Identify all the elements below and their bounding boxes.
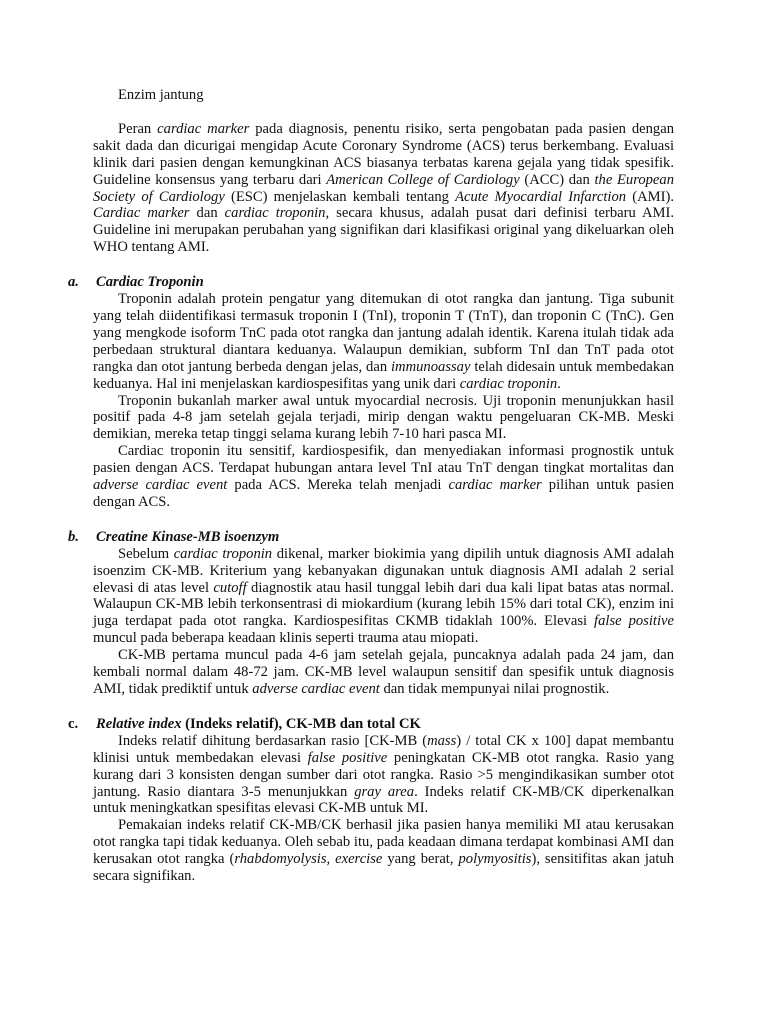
- section-relative-index: [68, 715, 675, 885]
- section-title: [93, 716, 421, 732]
- italic-term: cutoff: [213, 579, 247, 596]
- spacer: [93, 511, 674, 529]
- section-title: [93, 529, 279, 545]
- italic-term: cardiac troponin: [224, 205, 326, 222]
- italic-term: cardiac marker: [157, 120, 250, 137]
- italic-term: false positive: [594, 613, 674, 630]
- paragraph: Troponin bukanlah marker awal untuk myocardial necrosis. Uji troponin menunjukkan hasil positif pada 4-8 jam setelah gejala terjadi, mirip dengan waktu pengeluaran CK-MB. Meski demikian, mereka tetap tinggi selama kurang lebih 7-10 hari pasca MI.: [93, 392, 674, 443]
- spacer: [93, 104, 674, 121]
- italic-term: the European Society of Cardiology: [93, 171, 674, 205]
- paragraph: Troponin adalah protein pengatur yang ditemukan di otot rangka dan jantung. Tiga subunit yang telah diidentifikasi termasuk troponin I (TnI), troponin T (TnT), dan troponin C (TnC). Gen yang mengkode isoform TnC pada otot rangka dan jantung adalah identik. Karena itulah tidak ada perbedaan struktural diantara keduanya. Walaupun demikian, subform TnI dan TnT pada otot rangka dan otot jantung berbeda dengan jelas, dan immunoassay telah didesain untuk membedakan keduanya. Hal ini menjelaskan kardiospesifitas yang unik dari cardiac troponin.: [93, 291, 674, 392]
- italic-term: rhabdomyolysis, exercise: [234, 851, 383, 868]
- italic-term: Acute Myocardial Infarction: [455, 188, 627, 205]
- section-creatine-kinase: [68, 528, 675, 698]
- bold-italic-term: Creatine Kinase-MB isoenzym: [96, 528, 280, 545]
- italic-term: cardiac marker: [448, 477, 542, 494]
- italic-term: American College of Cardiology: [326, 171, 520, 188]
- section-heading: [68, 715, 674, 733]
- italic-term: mass: [427, 732, 457, 749]
- document-title: Enzim jantung: [118, 87, 204, 103]
- paragraph: Pemakaian indeks relatif CK-MB/CK berhasil jika pasien hanya memiliki MI atau kerusakan otot rangka tapi tidak keduanya. Oleh sebab itu, pada keadaan dimana terdapat kombinasi AMI dan kerusakan otot rangka (rhabdomyolysis, exercise yang berat, polymyositis), sensitifitas akan jatuh secara signifikan.: [93, 817, 675, 885]
- intro-paragraph: Peran cardiac marker pada diagnosis, penentu risiko, serta pengobatan pada pasien dengan sakit dada dan dicurigai mengidap Acute Coronary Syndrome (ACS) terus berkembang. Evaluasi klinik dari pasien dengan kemungkinan ACS biasanya terbatas karena gejala yang tidak spesifik. Guideline konsensus yang terbaru dari American College of Cardiology (ACC) dan the European Society of Cardiology (ESC) menjelaskan kembali tentang Acute Myocardial Infarction (AMI). Cardiac marker dan cardiac troponin, secara khusus, adalah pusat dari definisi terbaru AMI. Guideline ini merupakan perubahan yang signifikan dari klasifikasi original yang dikeluarkan oleh WHO tentang AMI.: [93, 120, 675, 256]
- paragraph: CK-MB pertama muncul pada 4-6 jam setelah gejala, puncaknya adalah pada 24 jam, dan kembali normal dalam 48-72 jam. CK-MB level walaupun sensitif dan spesifik untuk diagnosis AMI, tidak prediktif untuk adverse cardiac event dan tidak mempunyai nilai prognostik.: [93, 647, 674, 697]
- bold-term: (Indeks relatif), CK-MB dan total CK: [181, 715, 421, 732]
- italic-term: false positive: [307, 749, 388, 766]
- italic-term: cardiac troponin: [459, 375, 558, 392]
- section-label: a.: [68, 274, 79, 291]
- italic-term: polymyositis: [458, 851, 532, 868]
- section-cardiac-troponin: [68, 274, 674, 511]
- italic-term: adverse cardiac event: [252, 681, 380, 697]
- italic-term: cardiac troponin: [173, 545, 273, 562]
- section-heading: [68, 274, 674, 291]
- section-title: [93, 274, 204, 290]
- bold-italic-term: Relative index: [96, 715, 182, 732]
- italic-term: gray area: [354, 783, 415, 800]
- paragraph: Indeks relatif dihitung berdasarkan rasio [CK-MB (mass) / total CK x 100] dapat membantu klinisi untuk membedakan elevasi false positive peningkatan CK-MB otot rangka. Rasio yang kurang dari 3 konsisten dengan sumber dari otot rangka. Rasio >5 mengindikasikan sumber otot jantung. Rasio diantara 3-5 menunjukkan gray area. Indeks relatif CK-MB/CK diperkenalkan untuk meningkatkan spesifitas elevasi CK-MB untuk MI.: [93, 732, 675, 817]
- spacer: [93, 256, 674, 274]
- bold-italic-term: Cardiac Troponin: [96, 274, 204, 291]
- section-label: b.: [68, 528, 79, 545]
- section-heading: [68, 528, 674, 546]
- italic-term: Cardiac marker: [93, 205, 190, 222]
- section-label: c.: [68, 715, 79, 732]
- spacer: [93, 698, 674, 716]
- paragraph: Cardiac troponin itu sensitif, kardiospesifik, dan menyediakan informasi prognostik untuk pasien dengan ACS. Terdapat hubungan antara level TnI atau TnT dengan tingkat mortalitas dan adverse cardiac event pada ACS. Mereka telah menjadi cardiac marker pilihan untuk pasien dengan ACS.: [93, 443, 674, 510]
- italic-term: immunoassay: [391, 358, 471, 375]
- italic-term: adverse cardiac event: [93, 477, 228, 494]
- paragraph: Sebelum cardiac troponin dikenal, marker biokimia yang dipilih untuk diagnosis AMI adalah isoenzim CK-MB. Kriterium yang kebanyakan digunakan untuk diagnosis AMI adalah 2 serial elevasi di atas level cutoff diagnostik atau hasil tunggal lebih dari dua kali lipat batas atas normal. Walaupun CK-MB lebih terkonsentrasi di miokardium (kurang lebih 15% dari total CK), enzim ini juga terdapat pada otot rangka. Kardiospesifitas CKMB tidaklah 100%. Elevasi false positive muncul pada beberapa keadaan klinis seperti trauma atau miopati.: [93, 545, 675, 647]
